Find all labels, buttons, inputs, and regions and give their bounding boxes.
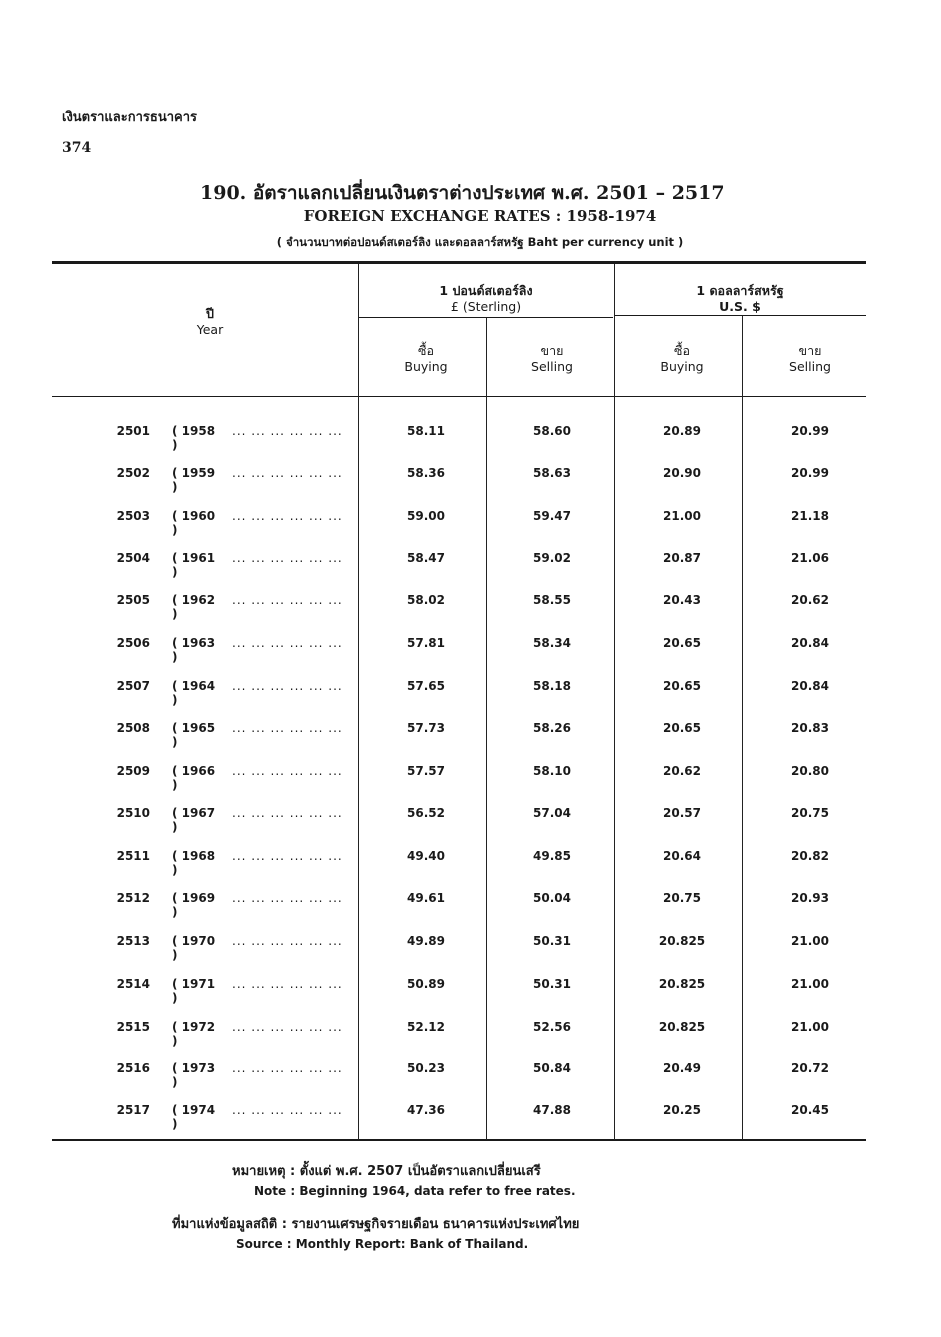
leader-dots: ... ... ... ... ... ... bbox=[232, 593, 343, 607]
usd-selling: 20.75 bbox=[791, 806, 829, 820]
leader-dots: ... ... ... ... ... ... bbox=[232, 891, 343, 905]
usd-selling: 20.45 bbox=[791, 1103, 829, 1117]
usd-header-thai: 1 ดอลลาร์สหรัฐ bbox=[696, 283, 784, 298]
year-ce: ( 1966 ) bbox=[172, 764, 216, 792]
leader-dots: ... ... ... ... ... ... bbox=[232, 1061, 343, 1075]
gbp-buying: 58.11 bbox=[407, 424, 445, 438]
leader-dots: ... ... ... ... ... ... bbox=[232, 509, 343, 523]
usd-buying: 20.64 bbox=[663, 849, 701, 863]
usd-buying: 20.65 bbox=[663, 679, 701, 693]
usd-selling: 20.62 bbox=[791, 593, 829, 607]
year-be: 2516 bbox=[116, 1061, 150, 1075]
year-be: 2513 bbox=[116, 934, 150, 948]
gbp-buying: 52.12 bbox=[407, 1020, 445, 1034]
gbp-buying: 47.36 bbox=[407, 1103, 445, 1117]
year-ce: ( 1964 ) bbox=[172, 679, 216, 707]
year-be: 2511 bbox=[116, 849, 150, 863]
year-ce: ( 1971 ) bbox=[172, 977, 216, 1005]
year-be: 2514 bbox=[116, 977, 150, 991]
top-rule bbox=[52, 261, 866, 264]
leader-dots: ... ... ... ... ... ... bbox=[232, 1103, 343, 1117]
column-divider-currency bbox=[614, 264, 615, 1140]
gbp-selling: 52.56 bbox=[533, 1020, 571, 1034]
usd-group-header bbox=[614, 283, 866, 315]
table-row bbox=[0, 551, 941, 579]
gbp-selling: 47.88 bbox=[533, 1103, 571, 1117]
year-ce: ( 1973 ) bbox=[172, 1061, 216, 1089]
usd-buying: 20.90 bbox=[663, 466, 701, 480]
year-be: 2515 bbox=[116, 1020, 150, 1034]
gbp-selling: 49.85 bbox=[533, 849, 571, 863]
gbp-selling: 50.31 bbox=[533, 977, 571, 991]
table-row bbox=[0, 593, 941, 621]
gbp-buying: 58.36 bbox=[407, 466, 445, 480]
year-ce: ( 1959 ) bbox=[172, 466, 216, 494]
year-ce: ( 1960 ) bbox=[172, 509, 216, 537]
usd-buying: 20.825 bbox=[658, 1020, 706, 1034]
year-be: 2509 bbox=[116, 764, 150, 778]
gbp-selling: 58.18 bbox=[533, 679, 571, 693]
header-bottom-rule bbox=[52, 396, 866, 397]
sell-label-english: Selling bbox=[789, 359, 831, 374]
usd-buying: 20.89 bbox=[663, 424, 701, 438]
buy-label-thai: ซื้อ bbox=[674, 343, 690, 358]
year-ce: ( 1970 ) bbox=[172, 934, 216, 962]
usd-selling: 20.83 bbox=[791, 721, 829, 735]
year-be: 2503 bbox=[116, 509, 150, 523]
year-be: 2512 bbox=[116, 891, 150, 905]
usd-selling-header bbox=[760, 343, 860, 375]
table-row bbox=[0, 721, 941, 749]
note-thai: หมายเหตุ : ตั้งแต่ พ.ศ. 2507 เป็นอัตราแลกเปลี่ยนเสรี bbox=[232, 1164, 541, 1179]
table-row bbox=[0, 891, 941, 919]
sterling-header-english: £ (Sterling) bbox=[450, 299, 522, 314]
usd-buying: 20.65 bbox=[663, 721, 701, 735]
table-row bbox=[0, 977, 941, 1005]
sell-label-english: Selling bbox=[531, 359, 573, 374]
usd-selling: 20.93 bbox=[791, 891, 829, 905]
leader-dots: ... ... ... ... ... ... bbox=[232, 934, 343, 948]
sterling-header-thai: 1 ปอนด์สเตอร์ลิง bbox=[439, 283, 533, 298]
usd-selling: 20.84 bbox=[791, 636, 829, 650]
gbp-selling: 50.31 bbox=[533, 934, 571, 948]
gbp-buying: 57.73 bbox=[407, 721, 445, 735]
leader-dots: ... ... ... ... ... ... bbox=[232, 764, 343, 778]
year-be: 2517 bbox=[116, 1103, 150, 1117]
year-be: 2501 bbox=[116, 424, 150, 438]
column-divider-year bbox=[358, 264, 359, 1140]
leader-dots: ... ... ... ... ... ... bbox=[232, 721, 343, 735]
sell-label-thai: ขาย bbox=[540, 343, 564, 358]
table-row bbox=[0, 466, 941, 494]
sterling-buying-header bbox=[376, 343, 476, 375]
usd-selling: 20.80 bbox=[791, 764, 829, 778]
gbp-buying: 50.89 bbox=[407, 977, 445, 991]
table-title-english: FOREIGN EXCHANGE RATES : 1958-1974 bbox=[303, 207, 657, 225]
buy-label-english: Buying bbox=[404, 359, 448, 374]
usd-selling: 20.72 bbox=[791, 1061, 829, 1075]
usd-selling: 20.99 bbox=[791, 466, 829, 480]
usd-buying: 20.825 bbox=[658, 977, 706, 991]
year-be: 2506 bbox=[116, 636, 150, 650]
note-english: Note : Beginning 1964, data refer to free rates. bbox=[254, 1184, 576, 1198]
usd-header-english: U.S. $ bbox=[719, 299, 761, 314]
gbp-selling: 58.60 bbox=[533, 424, 571, 438]
usd-buying: 21.00 bbox=[663, 509, 701, 523]
usd-selling: 21.18 bbox=[791, 509, 829, 523]
usd-buying: 20.65 bbox=[663, 636, 701, 650]
year-ce: ( 1968 ) bbox=[172, 849, 216, 877]
year-ce: ( 1958 ) bbox=[172, 424, 216, 452]
sterling-group-header bbox=[358, 283, 614, 315]
table-row bbox=[0, 934, 941, 962]
table-row bbox=[0, 509, 941, 537]
leader-dots: ... ... ... ... ... ... bbox=[232, 679, 343, 693]
leader-dots: ... ... ... ... ... ... bbox=[232, 806, 343, 820]
year-ce: ( 1972 ) bbox=[172, 1020, 216, 1048]
usd-subheader-rule bbox=[614, 315, 866, 316]
gbp-selling: 58.26 bbox=[533, 721, 571, 735]
leader-dots: ... ... ... ... ... ... bbox=[232, 466, 343, 480]
leader-dots: ... ... ... ... ... ... bbox=[232, 849, 343, 863]
year-be: 2510 bbox=[116, 806, 150, 820]
page-number: 374 bbox=[62, 140, 92, 156]
year-ce: ( 1969 ) bbox=[172, 891, 216, 919]
leader-dots: ... ... ... ... ... ... bbox=[232, 977, 343, 991]
sell-label-thai: ขาย bbox=[798, 343, 822, 358]
year-be: 2504 bbox=[116, 551, 150, 565]
usd-selling: 20.99 bbox=[791, 424, 829, 438]
year-ce: ( 1974 ) bbox=[172, 1103, 216, 1131]
usd-buying-header bbox=[632, 343, 732, 375]
running-head: เงินตราและการธนาคาร bbox=[62, 110, 197, 125]
gbp-buying: 57.57 bbox=[407, 764, 445, 778]
year-header-thai: ปี bbox=[206, 306, 214, 321]
year-header bbox=[160, 306, 260, 338]
usd-buying: 20.62 bbox=[663, 764, 701, 778]
table-row bbox=[0, 1061, 941, 1089]
year-be: 2502 bbox=[116, 466, 150, 480]
usd-buying: 20.49 bbox=[663, 1061, 701, 1075]
buy-label-english: Buying bbox=[660, 359, 704, 374]
gbp-buying: 56.52 bbox=[407, 806, 445, 820]
year-ce: ( 1963 ) bbox=[172, 636, 216, 664]
usd-buying: 20.825 bbox=[658, 934, 706, 948]
gbp-buying: 50.23 bbox=[407, 1061, 445, 1075]
table-row bbox=[0, 1020, 941, 1048]
year-be: 2508 bbox=[116, 721, 150, 735]
table-title-thai: 190. อัตราแลกเปลี่ยนเงินตราต่างประเทศ พ.ศ. 2501 – 2517 bbox=[200, 182, 725, 204]
year-ce: ( 1965 ) bbox=[172, 721, 216, 749]
leader-dots: ... ... ... ... ... ... bbox=[232, 424, 343, 438]
usd-buying: 20.75 bbox=[663, 891, 701, 905]
usd-selling: 21.00 bbox=[791, 934, 829, 948]
table-row bbox=[0, 764, 941, 792]
unit-note: ( จำนวนบาทต่อปอนด์สเตอร์ลิง และดอลลาร์สหรัฐ Baht per currency unit ) bbox=[276, 235, 684, 249]
gbp-buying: 49.89 bbox=[407, 934, 445, 948]
gbp-buying: 59.00 bbox=[407, 509, 445, 523]
usd-selling: 21.00 bbox=[791, 1020, 829, 1034]
year-ce: ( 1961 ) bbox=[172, 551, 216, 579]
usd-selling: 21.00 bbox=[791, 977, 829, 991]
gbp-buying: 57.65 bbox=[407, 679, 445, 693]
table-row bbox=[0, 1103, 941, 1131]
gbp-buying: 57.81 bbox=[407, 636, 445, 650]
gbp-buying: 49.40 bbox=[407, 849, 445, 863]
gbp-selling: 50.04 bbox=[533, 891, 571, 905]
gbp-selling: 58.63 bbox=[533, 466, 571, 480]
leader-dots: ... ... ... ... ... ... bbox=[232, 636, 343, 650]
gbp-selling: 50.84 bbox=[533, 1061, 571, 1075]
gbp-selling: 58.55 bbox=[533, 593, 571, 607]
year-be: 2507 bbox=[116, 679, 150, 693]
year-header-english: Year bbox=[196, 322, 224, 337]
usd-buying: 20.43 bbox=[663, 593, 701, 607]
bottom-rule bbox=[52, 1139, 866, 1141]
gbp-buying: 58.47 bbox=[407, 551, 445, 565]
table-row bbox=[0, 849, 941, 877]
table-row bbox=[0, 806, 941, 834]
buy-label-thai: ซื้อ bbox=[418, 343, 434, 358]
table-row bbox=[0, 424, 941, 452]
gbp-selling: 58.10 bbox=[533, 764, 571, 778]
gbp-selling: 58.34 bbox=[533, 636, 571, 650]
leader-dots: ... ... ... ... ... ... bbox=[232, 1020, 343, 1034]
usd-selling: 21.06 bbox=[791, 551, 829, 565]
year-ce: ( 1962 ) bbox=[172, 593, 216, 621]
usd-selling: 20.84 bbox=[791, 679, 829, 693]
gbp-buying: 49.61 bbox=[407, 891, 445, 905]
usd-buying: 20.87 bbox=[663, 551, 701, 565]
usd-selling: 20.82 bbox=[791, 849, 829, 863]
source-thai: ที่มาแห่งข้อมูลสถิติ : รายงานเศรษฐกิจรายเดือน ธนาคารแห่งประเทศไทย bbox=[172, 1217, 580, 1232]
table-row bbox=[0, 636, 941, 664]
usd-buying: 20.57 bbox=[663, 806, 701, 820]
year-ce: ( 1967 ) bbox=[172, 806, 216, 834]
gbp-selling: 59.47 bbox=[533, 509, 571, 523]
usd-buying: 20.25 bbox=[663, 1103, 701, 1117]
year-be: 2505 bbox=[116, 593, 150, 607]
table-row bbox=[0, 679, 941, 707]
sterling-selling-header bbox=[502, 343, 602, 375]
leader-dots: ... ... ... ... ... ... bbox=[232, 551, 343, 565]
gbp-selling: 57.04 bbox=[533, 806, 571, 820]
gbp-buying: 58.02 bbox=[407, 593, 445, 607]
gbp-selling: 59.02 bbox=[533, 551, 571, 565]
source-english: Source : Monthly Report: Bank of Thailand. bbox=[236, 1237, 529, 1251]
